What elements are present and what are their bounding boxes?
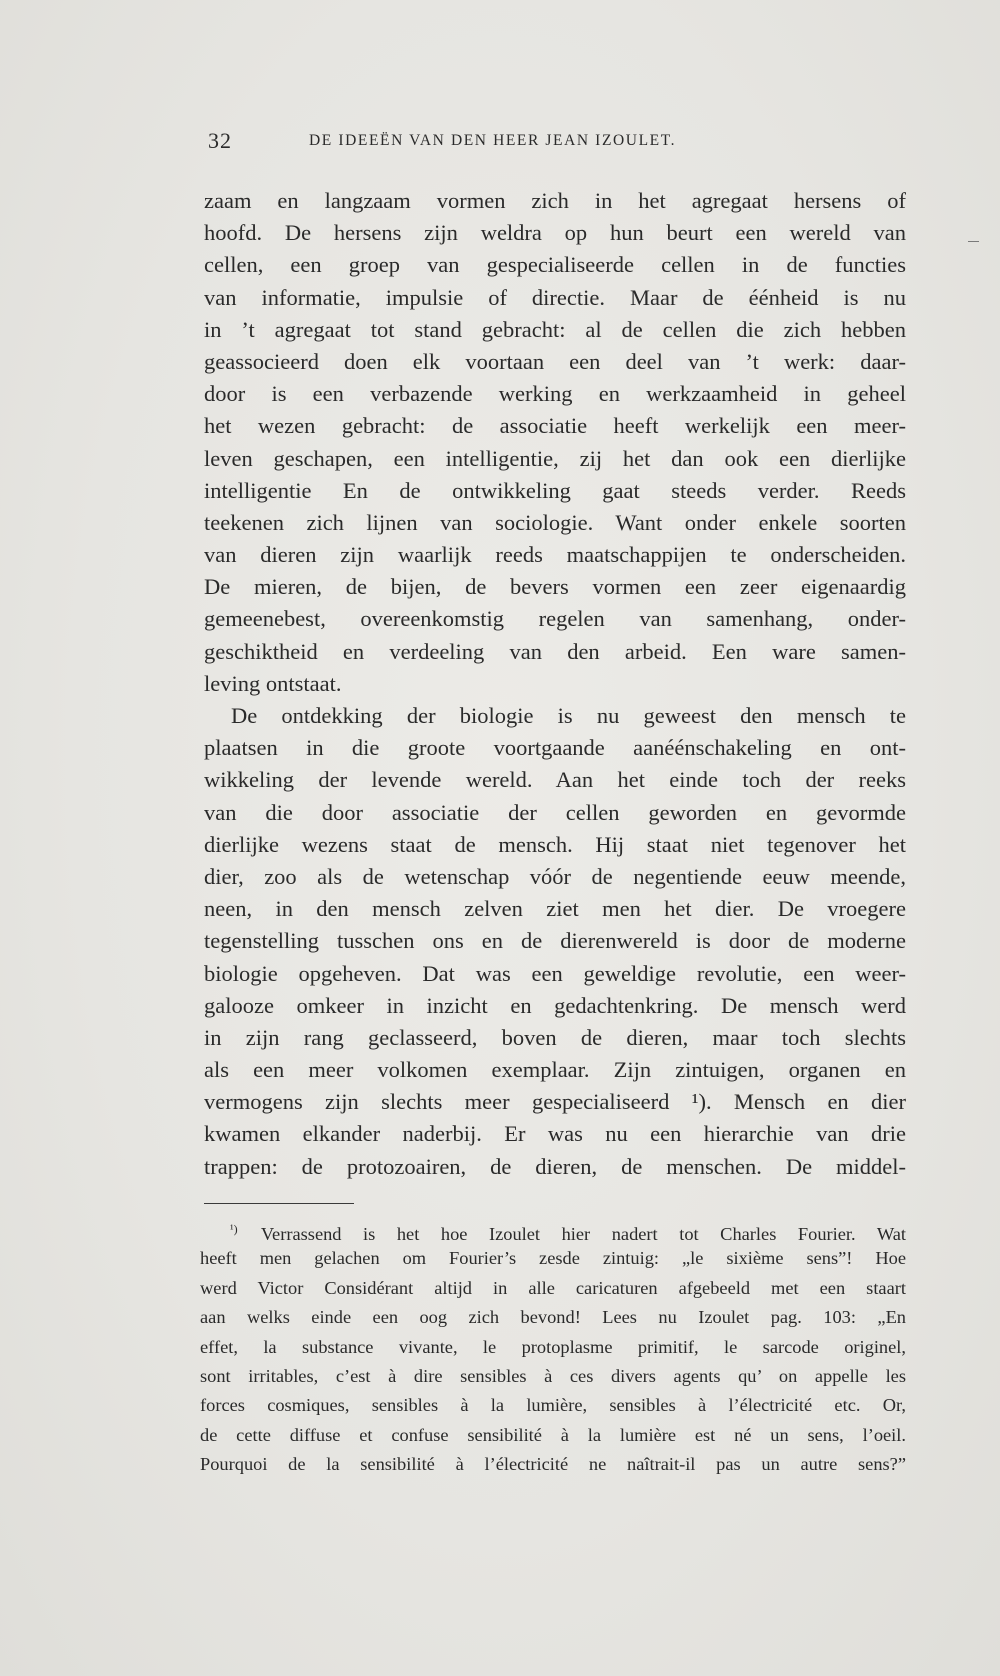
body-text	[204, 185, 906, 1183]
text-line: galooze omkeer in inzicht en gedachtenkring. De mensch werd	[204, 992, 906, 1018]
running-head	[208, 128, 806, 158]
text-line: gemeenebest, overeenkomstig regelen van samenhang, onder-	[204, 606, 906, 632]
text-line: van informatie, impulsie of directie. Maar de éénheid is nu	[204, 284, 906, 310]
text-line: in ’t agregaat tot stand gebracht: al de cellen die zich hebben	[204, 316, 906, 342]
footnote-marker: ¹)	[230, 1222, 238, 1236]
text-line: leving ontstaat.	[204, 670, 342, 696]
footnote-text: Verrassend is het hoe Izoulet hier nadert tot Charles Fourier. Wat	[260, 1224, 906, 1244]
text-line: plaatsen in die groote voortgaande aanéénschakeling en ont-	[204, 735, 906, 761]
footnote-line: aan welks einde een oog zich bevond! Lees nu Izoulet pag. 103: „En	[200, 1307, 906, 1328]
page-number: 32	[208, 128, 232, 153]
text-line: zaam en langzaam vormen zich in het agregaat hersens of	[204, 188, 906, 213]
footnote-line: sont irritables, c’est à dire sensibles à ces divers agents qu’ on appelle les	[200, 1365, 906, 1386]
text-line: De ontdekking der biologie is nu geweest den mensch te	[231, 703, 906, 728]
text-line: tegenstelling tusschen ons en de dierenwereld is door de moderne	[204, 928, 906, 954]
text-line: intelligentie En de ontwikkeling gaat steeds verder. Reeds	[204, 477, 906, 503]
text-line: als een meer volkomen exemplaar. Zijn zintuigen, organen en	[204, 1057, 906, 1083]
text-line: cellen, een groep van gespecialiseerde cellen in de functies	[204, 252, 906, 278]
footnote-line: effet, la substance vivante, le protoplasme primitif, le sarcode originel,	[200, 1336, 906, 1357]
text-line: De mieren, de bijen, de bevers vormen een zeer eigenaardig	[204, 574, 906, 600]
text-line: van die door associatie der cellen geworden en gevormde	[204, 799, 906, 825]
text-line: dier, zoo als de wetenschap vóór de negentiende eeuw meende,	[204, 863, 906, 889]
footnote-line	[200, 1215, 906, 1244]
footnote-line: de cette diffuse et confuse sensibilité à la lumière est né un sens, l’oeil.	[200, 1424, 906, 1445]
text-line: biologie opgeheven. Dat was een geweldige revolutie, een weer-	[204, 960, 906, 986]
text-line: kwamen elkander naderbij. Er was nu een hierarchie van drie	[204, 1121, 906, 1147]
text-line: vermogens zijn slechts meer gespecialiseerd ¹). Mensch en dier	[204, 1089, 906, 1115]
text-line: trappen: de protozoairen, de dieren, de menschen. De middel-	[204, 1153, 906, 1179]
text-line: teekenen zich lijnen van sociologie. Want onder enkele soorten	[204, 509, 906, 535]
text-line: wikkeling der levende wereld. Aan het einde toch der reeks	[204, 767, 906, 793]
text-line: door is een verbazende werking en werkzaamheid in geheel	[204, 381, 906, 407]
running-title: DE IDEEËN VAN DEN HEER JEAN IZOULET.	[309, 132, 677, 149]
footnote-line: Pourquoi de la sensibilité à l’électricité ne naîtrait-il pas un autre sens?”	[200, 1454, 906, 1475]
footnote-line: heeft men gelachen om Fourier’s zesde zintuig: „le sixième sens”! Hoe	[200, 1248, 906, 1269]
text-line: dierlijke wezens staat de mensch. Hij staat niet tegenover het	[204, 831, 906, 857]
footnote-line: werd Victor Considérant altijd in alle caricaturen afgebeeld met een staart	[200, 1277, 906, 1298]
footnote-line: forces cosmiques, sensibles à la lumière, sensibles à l’électricité etc. Or,	[200, 1395, 906, 1416]
margin-mark	[968, 241, 979, 242]
text-line: in zijn rang geclasseerd, boven de dieren, maar toch slechts	[204, 1024, 906, 1050]
text-line: leven geschapen, een intelligentie, zij het dan ook een dierlijke	[204, 445, 906, 471]
text-line: van dieren zijn waarlijk reeds maatschappijen te onderscheiden.	[204, 542, 906, 568]
text-line: geschiktheid en verdeeling van den arbeid. Een ware samen-	[204, 638, 906, 664]
text-line: het wezen gebracht: de associatie heeft werkelijk een meer-	[204, 413, 906, 439]
footnote	[200, 1215, 906, 1480]
text-line: geassocieerd doen elk voortaan een deel van ’t werk: daar-	[204, 348, 906, 374]
footnote-rule	[204, 1203, 354, 1204]
text-line: neen, in den mensch zelven ziet men het dier. De vroegere	[204, 896, 906, 922]
text-line: hoofd. De hersens zijn weldra op hun beurt een wereld van	[204, 220, 906, 246]
